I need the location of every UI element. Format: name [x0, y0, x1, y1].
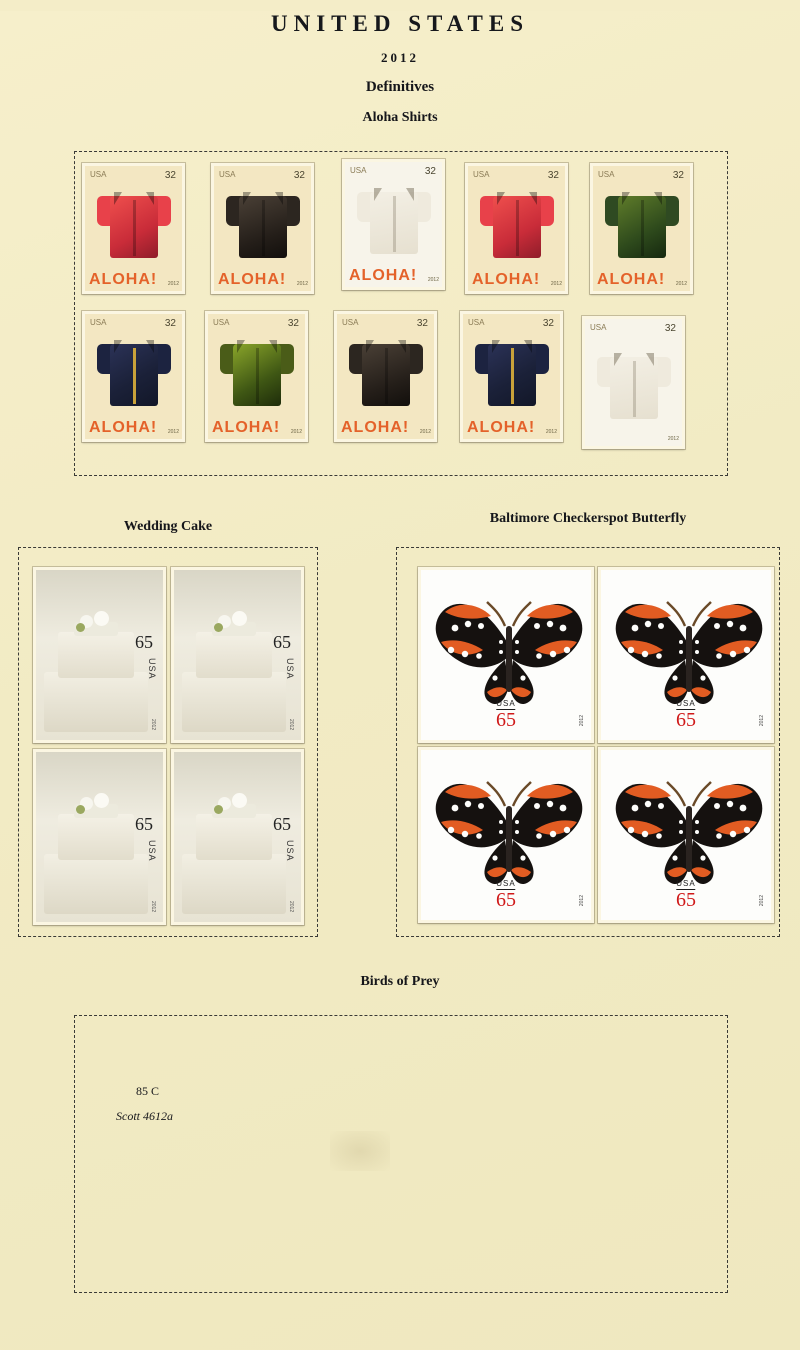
stamp-wedding-cake-3[interactable] — [33, 749, 166, 925]
section-title-aloha-shirts: Aloha Shirts — [362, 110, 438, 125]
stamp-aloha-word: ALOHA! — [472, 271, 541, 288]
stamp-aloha-word: ALOHA! — [89, 271, 158, 288]
cake-illustration — [36, 570, 163, 740]
stamp-country-label: USA — [342, 318, 359, 327]
stamp-denomination: 32 — [424, 166, 436, 177]
cake-illustration — [174, 570, 301, 740]
shirt-icon — [349, 334, 423, 408]
section-title-birds-of-prey: Birds of Prey — [360, 974, 440, 989]
stamp-aloha-2[interactable] — [211, 163, 314, 294]
stamp-aloha-4[interactable] — [465, 163, 568, 294]
stamp-denomination: 65 — [273, 632, 291, 652]
stamp-denomination: 65 — [496, 889, 516, 911]
stamp-butterfly-3[interactable] — [418, 747, 594, 923]
stamp-year: 2012 — [150, 718, 156, 730]
shirt-icon — [480, 186, 554, 260]
stamp-denomination: 32 — [287, 318, 299, 329]
birds-of-prey-frame — [74, 1015, 728, 1293]
cake-illustration — [36, 752, 163, 922]
stamp-country-label: USA — [473, 170, 490, 179]
stamp-year: 2012 — [290, 429, 302, 435]
shirt-icon — [220, 334, 294, 408]
stamp-denomination: 32 — [664, 323, 676, 334]
stamp-country-label: USA — [496, 879, 516, 888]
stamp-denomination: 32 — [542, 318, 554, 329]
stamp-aloha-word: ALOHA! — [218, 271, 287, 288]
stamp-aloha-10[interactable] — [582, 316, 685, 449]
shirt-icon — [97, 186, 171, 260]
stamp-country-label: USA — [598, 170, 615, 179]
stamp-denomination: 65 — [676, 889, 696, 911]
stamp-aloha-word: ALOHA! — [212, 419, 281, 436]
stamp-denomination: 65 — [496, 709, 516, 731]
birds-value-note: 85 C — [136, 1084, 160, 1098]
stamp-aloha-word: ALOHA! — [349, 267, 418, 284]
stamp-country-label: USA — [496, 699, 516, 708]
stamp-country-label: USA — [213, 318, 230, 327]
section-title-wedding-cake: Wedding Cake — [123, 519, 213, 534]
stamp-aloha-word: ALOHA! — [597, 271, 666, 288]
stamp-aloha-6[interactable] — [82, 311, 185, 442]
stamp-year: 2012 — [167, 281, 179, 287]
section-title-definitives: Definitives — [365, 79, 435, 95]
stamp-aloha-3[interactable] — [342, 159, 445, 290]
stamp-year: 2012 — [667, 436, 679, 442]
stamp-year: 2012 — [579, 894, 585, 906]
birds-scott-note: Scott 4612a — [116, 1109, 173, 1123]
stamp-denomination: 32 — [164, 170, 176, 181]
stamp-country-label: USA — [285, 840, 295, 862]
page-title: UNITED STATES — [270, 11, 529, 36]
stamp-year: 2012 — [288, 900, 294, 912]
stamp-denomination: 32 — [547, 170, 559, 181]
stamp-aloha-8[interactable] — [334, 311, 437, 442]
stamp-aloha-word: ALOHA! — [341, 419, 410, 436]
stamp-butterfly-1[interactable] — [418, 567, 594, 743]
stamp-aloha-9[interactable] — [460, 311, 563, 442]
stamp-country-label: USA — [468, 318, 485, 327]
stamp-country-label: USA — [590, 323, 607, 332]
stamp-year: 2012 — [288, 718, 294, 730]
section-title-butterfly: Baltimore Checkerspot Butterfly — [489, 511, 687, 526]
stamp-country-label: USA — [676, 699, 696, 708]
cake-illustration — [174, 752, 301, 922]
shirt-icon — [605, 186, 679, 260]
stamp-aloha-1[interactable] — [82, 163, 185, 294]
page-year: 2012 — [381, 50, 419, 65]
stamp-country-label: USA — [147, 840, 157, 862]
shirt-icon — [475, 334, 549, 408]
stamp-aloha-word: ALOHA! — [89, 419, 158, 436]
stamp-butterfly-2[interactable] — [598, 567, 774, 743]
shirt-icon — [357, 182, 431, 256]
stamp-denomination: 65 — [273, 814, 291, 834]
stamp-wedding-cake-2[interactable] — [171, 567, 304, 743]
stamp-denomination: 65 — [135, 632, 153, 652]
stamp-wedding-cake-1[interactable] — [33, 567, 166, 743]
stamp-country-label: USA — [676, 879, 696, 888]
shirt-icon — [97, 334, 171, 408]
stamp-denomination: 32 — [672, 170, 684, 181]
stamp-year: 2012 — [579, 714, 585, 726]
stamp-year: 2012 — [296, 281, 308, 287]
shirt-icon — [226, 186, 300, 260]
stamp-year: 2012 — [150, 900, 156, 912]
stamp-country-label: USA — [219, 170, 236, 179]
stamp-aloha-word: ALOHA! — [467, 419, 536, 436]
stamp-year: 2012 — [545, 429, 557, 435]
stamp-denomination: 65 — [135, 814, 153, 834]
stamp-denomination: 32 — [164, 318, 176, 329]
stamp-country-label: USA — [147, 658, 157, 680]
stamp-year: 2012 — [759, 894, 765, 906]
album-page — [0, 11, 800, 1350]
stamp-denomination: 32 — [293, 170, 305, 181]
stamp-wedding-cake-4[interactable] — [171, 749, 304, 925]
stamp-aloha-7[interactable] — [205, 311, 308, 442]
stamp-aloha-5[interactable] — [590, 163, 693, 294]
stamp-year: 2012 — [419, 429, 431, 435]
stamp-country-label: USA — [90, 318, 107, 327]
stamp-year: 2012 — [550, 281, 562, 287]
stamp-country-label: USA — [90, 170, 107, 179]
stamp-country-label: USA — [350, 166, 367, 175]
stamp-year: 2012 — [675, 281, 687, 287]
stamp-denomination: 32 — [416, 318, 428, 329]
stamp-year: 2012 — [427, 277, 439, 283]
stamp-denomination: 65 — [676, 709, 696, 731]
stamp-art — [585, 319, 682, 446]
stamp-country-label: USA — [285, 658, 295, 680]
stamp-year: 2012 — [167, 429, 179, 435]
stamp-butterfly-4[interactable] — [598, 747, 774, 923]
stamp-year: 2012 — [759, 714, 765, 726]
shirt-icon — [597, 347, 671, 421]
